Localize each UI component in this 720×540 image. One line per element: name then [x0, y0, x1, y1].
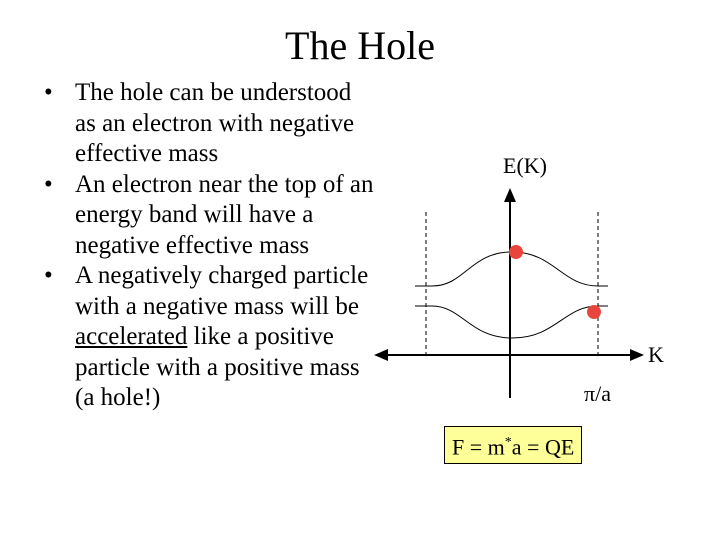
bullet-dot-icon: •	[44, 170, 53, 198]
bullet-dot-icon: •	[44, 262, 53, 289]
k-axis-right-arrowhead	[630, 349, 644, 361]
bullet-text: An electron near the top of an energy band will have a negative effective mass	[75, 170, 374, 259]
energy-axis-arrowhead	[504, 188, 516, 202]
slide-title: The Hole	[285, 23, 435, 68]
equation-text-continued: a = QE	[511, 434, 575, 460]
equation-text: F = m	[452, 434, 505, 460]
energy-axis-label: E(K)	[503, 153, 547, 178]
k-axis-left-arrowhead	[374, 349, 388, 361]
electron-dot-band-top	[509, 245, 523, 259]
bullet-text: The hole can be understood as an electron with negative effective mass	[75, 79, 355, 167]
bullet-text: A negatively charged particle with a negative mass will be	[75, 262, 369, 320]
lower-energy-band	[415, 306, 608, 338]
equation-box	[444, 426, 582, 464]
k-axis-label: K	[648, 342, 664, 367]
bullet-text-continued: like a positive particle with a positive mass (a hole!)	[75, 323, 360, 411]
pi-over-a-label: π/a	[584, 381, 611, 406]
underlined-word: accelerated	[75, 323, 188, 350]
electron-dot-band-edge	[587, 305, 601, 319]
equation-superscript: *	[504, 435, 512, 450]
bullet-dot-icon: •	[44, 79, 53, 106]
